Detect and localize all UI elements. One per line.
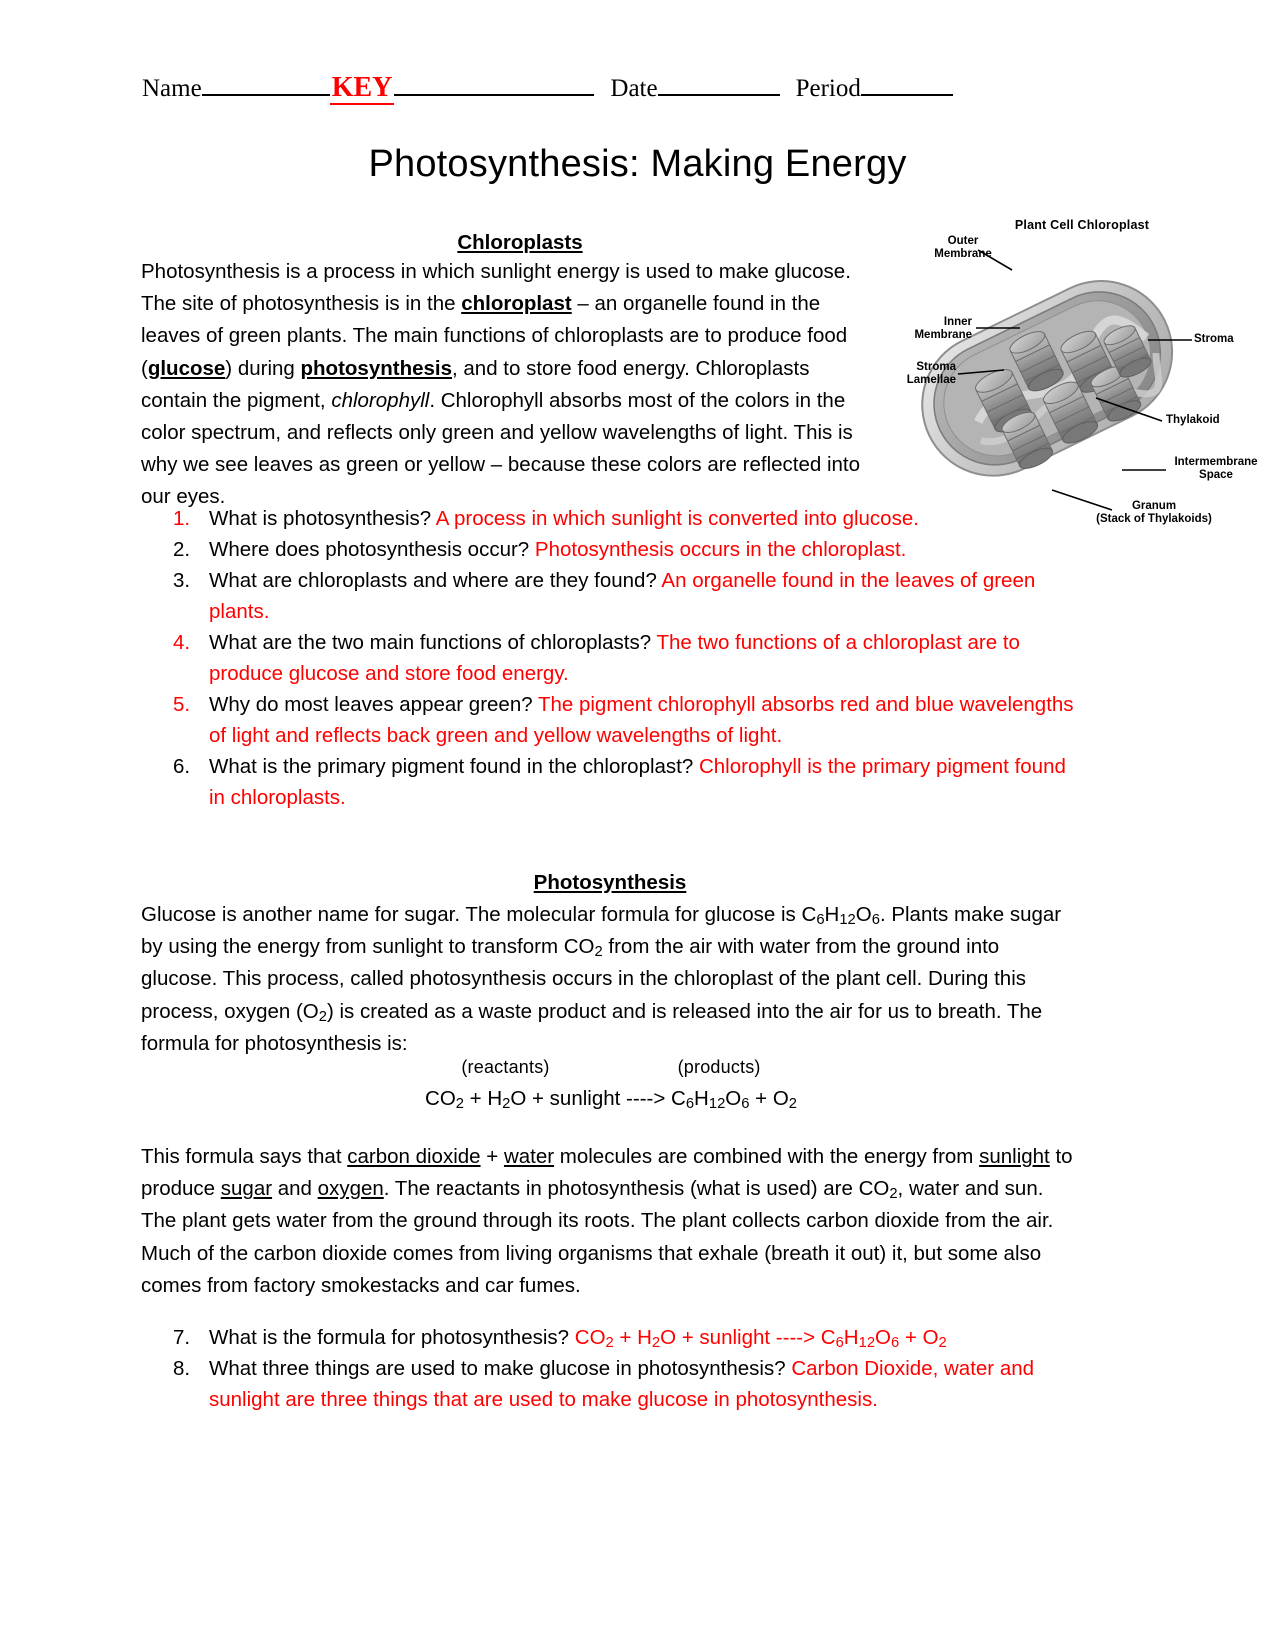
answer-text: $CO_2 + H_2O$ + sunlight ----> $C_6H_{12}O_6 + O_2$ <box>574 1326 947 1352</box>
reactants-label: (reactants) <box>461 1057 550 1077</box>
equation-formula: $CO_2 + H_2O$ + sunlight ----> $C_6H_{12}O_6 + O_2$ <box>425 1087 797 1113</box>
page-title: Photosynthesis: Making Energy <box>368 143 907 185</box>
question-number: 8. <box>173 1357 191 1380</box>
question-text: What is photosynthesis? <box>209 507 436 530</box>
question-item <box>141 1322 1076 1353</box>
question-item <box>141 534 1076 565</box>
question-text: What is the primary pigment found in the chloroplast? <box>209 755 699 778</box>
question-item <box>141 565 1076 627</box>
question-text: Where does photosynthesis occur? <box>209 538 535 561</box>
products-label: (products) <box>677 1057 761 1077</box>
answer-text: Chlorophyll is the primary pigment found in chloroplasts. <box>209 755 1066 809</box>
question-number: 3. <box>173 569 191 592</box>
paragraph-photosynthesis: Glucose is another name for sugar. The molecular formula for glucose is $C_6H_{12}O_6$. Plants make sugar by using the energy from sunlight to transform $CO_2$ from the air with water from the ground into glucose. This process, called photosynthesis occurs in the chloroplast of the plant cell. During this process, oxygen $(O_2)$ is created as a waste product and is released into the air for us to breath. The formula for photosynthesis is: <box>141 903 1062 1055</box>
paragraph-formula-explanation: This formula says that carbon dioxide + water molecules are combined with the energy from sunlight to produce sugar and oxygen. The reactants in photosynthesis (what is used) are $CO_2$, water and sun. The plant gets water from the ground through its roots. The plant collects carbon dioxide from the air. Much of the carbon dioxide comes from living organisms that exhale (breath it out) it, but some also comes from factory smokestacks and car fumes. <box>141 1145 1073 1297</box>
question-number: 7. <box>173 1326 191 1349</box>
question-number: 2. <box>173 538 191 561</box>
question-text: What are the two main functions of chloroplasts? <box>209 631 657 654</box>
question-item <box>141 689 1076 751</box>
student-info-header <box>142 72 1082 104</box>
key-annotation: KEY <box>331 72 393 103</box>
figure-title: Plant Cell Chloroplast <box>1014 218 1150 232</box>
questions-list-photosynthesis <box>141 1322 1076 1415</box>
answer-text: A process in which sunlight is converted into glucose. <box>435 507 919 530</box>
label-inner-membrane: Inner Membrane <box>914 316 972 341</box>
question-item <box>141 1353 1076 1415</box>
name-blank-right[interactable] <box>394 74 594 96</box>
period-blank[interactable] <box>861 74 953 96</box>
label-stroma-lamellae: Stroma Lamellae <box>906 361 956 386</box>
equation-labels <box>141 1052 1081 1082</box>
answer-text: The pigment chlorophyll absorbs red and blue wavelengths of light and reflects back green and yellow wavelengths of light. <box>209 693 1074 747</box>
date-blank[interactable] <box>658 74 780 96</box>
paragraph-chloroplasts: Photosynthesis is a process in which sunlight energy is used to make glucose. The site of photosynthesis is in the chloroplast – an organelle found in the leaves of green plants. The main functions of chloroplasts are to produce food (glucose) during photosynthesis, and to store food energy. Chloroplasts contain the pigment, chlorophyll. Chlorophyll absorbs most of the colors in the color spectrum, and reflects only green and yellow wavelengths of light. This is why we see leaves as green or yellow – because these colors are reflected into our eyes. <box>141 260 861 509</box>
question-text: What three things are used to make glucose in photosynthesis? <box>209 1357 792 1380</box>
question-number: 6. <box>173 755 191 778</box>
label-intermembrane-space: Intermembrane Space <box>1174 456 1258 481</box>
label-stroma: Stroma <box>1194 333 1234 345</box>
question-item <box>141 751 1076 813</box>
section-heading-photosynthesis: Photosynthesis <box>533 871 687 894</box>
label-outer-membrane: Outer Membrane <box>934 235 992 260</box>
label-granum: Granum (Stack of Thylakoids) <box>1096 500 1212 525</box>
photosynthesis-equation-block <box>141 1052 1081 1114</box>
answer-text: An organelle found in the leaves of green plants. <box>209 569 1036 623</box>
question-text: What is the formula for photosynthesis? <box>209 1326 575 1349</box>
question-item <box>141 503 1076 534</box>
questions-list-chloroplasts <box>141 503 1076 813</box>
section-heading-chloroplasts: Chloroplasts <box>457 231 583 254</box>
chloroplast-diagram-figure <box>900 218 1258 528</box>
date-label: Date <box>610 75 658 102</box>
question-item <box>141 627 1076 689</box>
name-blank-left[interactable] <box>202 74 330 96</box>
period-label: Period <box>795 75 861 102</box>
question-number: 4. <box>173 631 191 654</box>
answer-text: The two functions of a chloroplast are to produce glucose and store food energy. <box>209 631 1020 685</box>
label-thylakoid: Thylakoid <box>1166 414 1220 426</box>
name-label: Name <box>142 75 202 102</box>
question-text: Why do most leaves appear green? <box>209 693 538 716</box>
answer-text: Photosynthesis occurs in the chloroplast. <box>534 538 907 561</box>
question-number: 5. <box>173 693 191 716</box>
question-number: 1. <box>173 507 191 530</box>
answer-text: Carbon Dioxide, water and sunlight are three things that are used to make glucose in photosynthesis. <box>209 1357 1035 1411</box>
question-text: What are chloroplasts and where are they found? <box>209 569 662 592</box>
